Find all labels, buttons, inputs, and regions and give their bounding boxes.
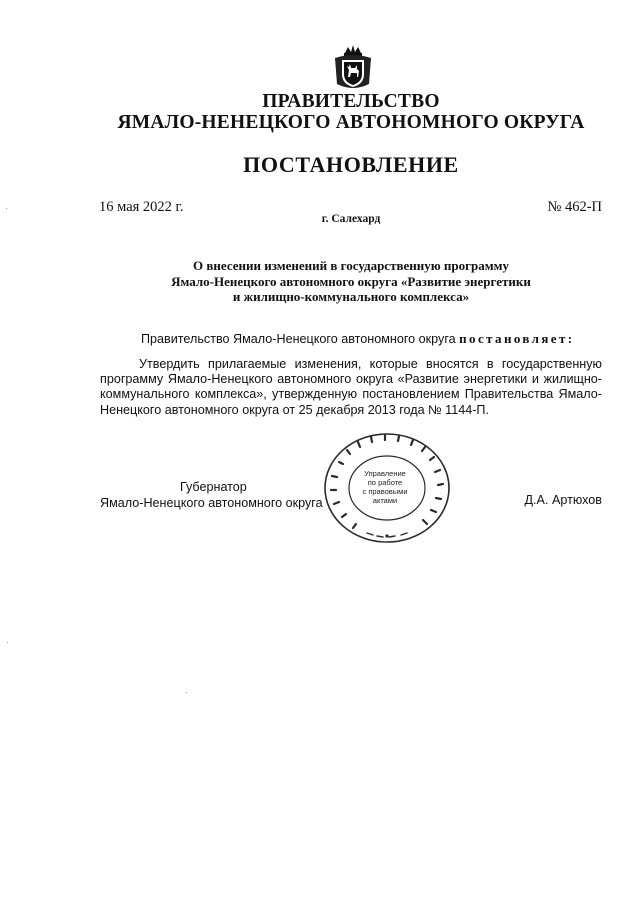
government-title-line1: ПРАВИТЕЛЬСТВО — [262, 91, 440, 112]
stamp-inner-text — [350, 469, 420, 505]
scan-speck — [186, 692, 187, 693]
stamp-inner-line2: по работе — [367, 478, 403, 487]
decree-intro: Правительство Ямало-Ненецкого автономного округа — [141, 332, 456, 346]
document-subject — [0, 258, 640, 305]
yamal-coat-of-arms-icon — [331, 44, 375, 92]
government-title-line2: ЯМАЛО-НЕНЕЦКОГО АВТОНОМНОГО ОКРУГА — [117, 112, 585, 133]
stamp-inner-line3: с правовыми — [362, 487, 408, 496]
decree-keyword: постановляет: — [459, 331, 575, 346]
body-paragraph: Утвердить прилагаемые изменения, которые вносятся в государственную программу Ямало-Ненецкого автономного округа «Развитие энергетики и жилищно-коммунального комплекса», утвержденную постановлением Правительства Ямало-Ненецкого автономного округа от 25 декабря 2013 года № 1144-П. — [100, 357, 602, 417]
decree-statement — [141, 331, 575, 347]
subject-line1: О внесении изменений в государственную программу — [193, 258, 509, 273]
signatory-position — [100, 479, 323, 511]
signatory-name: Д.А. Артюхов — [524, 493, 602, 507]
subject-line3: и жилищно-коммунального комплекса» — [232, 289, 470, 304]
government-title — [0, 91, 640, 133]
stamp-inner-line1: Управление — [364, 469, 406, 478]
scan-speck — [7, 642, 8, 643]
subject-line2: Ямало-Ненецкого автономного округа «Развитие энергетики — [171, 273, 531, 289]
document-number: № 462-П — [547, 199, 602, 215]
scan-speck — [6, 208, 7, 209]
document-city: г. Салехард — [321, 213, 381, 225]
document-date: 16 мая 2022 г. — [99, 199, 184, 215]
signatory-position-line2: Ямало-Ненецкого автономного округа — [100, 496, 323, 510]
signatory-position-line1: Губернатор — [180, 480, 247, 494]
document-type: ПОСТАНОВЛЕНИЕ — [243, 152, 459, 177]
stamp-inner-line4: актами — [372, 496, 398, 505]
